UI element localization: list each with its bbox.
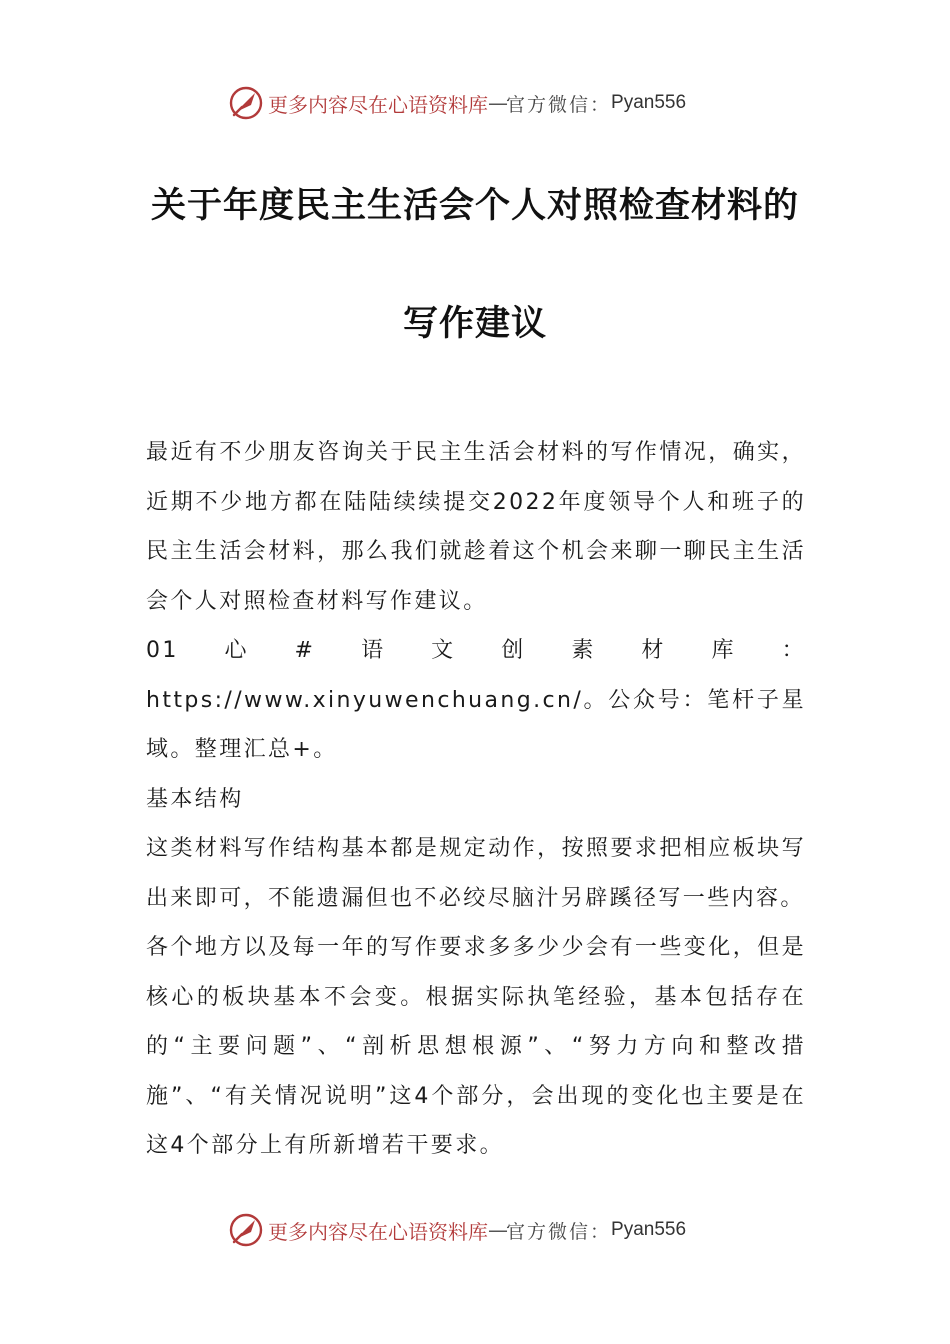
header-wechat-label: 官方微信： [506, 93, 612, 116]
document-body [146, 428, 806, 1171]
quill-logo-icon [228, 85, 264, 121]
header-banner [228, 83, 686, 123]
footer-brand-text: 更多内容尽在心语资料库 [268, 1219, 488, 1244]
footer-dash: — [488, 1218, 506, 1242]
document-title-line-1: 关于年度民主生活会个人对照检查材料的 [150, 185, 799, 226]
header-dash: — [488, 91, 506, 115]
footer-wechat-id: Pyan556 [611, 1219, 687, 1240]
paragraph-intro: 最近有不少朋友咨询关于民主生活会材料的写作情况，确实，近期不少地方都在陆陆续续提交2022年度领导个人和班子的民主生活会材料，那么我们就趁着这个机会来聊一聊民主生活会个人对照检查材料写作建议。 [146, 440, 806, 614]
section-heading: 基本结构 [146, 786, 244, 812]
header-brand-text: 更多内容尽在心语资料库 [268, 92, 488, 117]
quill-logo-icon [228, 1212, 264, 1248]
paragraph-core-sections: 各个地方以及每一年的写作要求多多少少会有一些变化，但是核心的板块基本不会变。根据实际执笔经验，基本包括存在的“主要问题”、“剖析思想根源”、“努力方向和整改措施”、“有关情况说明”这4个部分，会出现的变化也主要是在这4个部分上有所新增若干要求。 [146, 935, 806, 1158]
header-wechat-id: Pyan556 [611, 92, 687, 113]
document-title-line-2: 写作建议 [402, 303, 547, 344]
paragraph-source-note: 01心#语文创素材库：https://www.xinyuwenchuang.cn/。公众号：笔杆子星域。整理汇总+。 [146, 638, 806, 762]
paragraph-structure: 这类材料写作结构基本都是规定动作，按照要求把相应板块写出来即可，不能遗漏但也不必绞尽脑汁另辟蹊径写一些内容。 [146, 836, 806, 911]
footer-banner [228, 1210, 686, 1250]
footer-wechat-label: 官方微信： [506, 1220, 612, 1243]
